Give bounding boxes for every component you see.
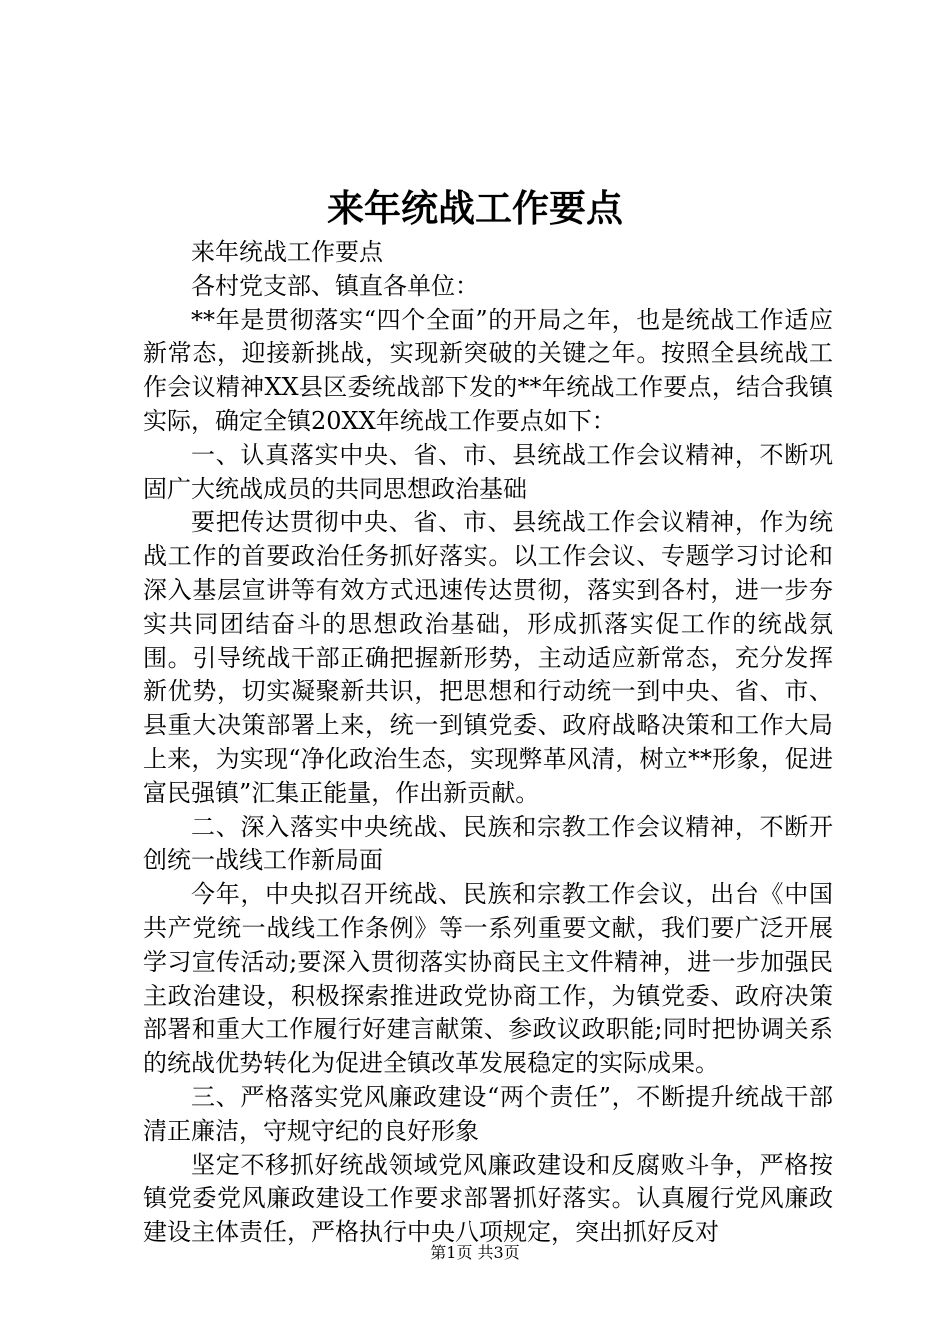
paragraph-subtitle: 来年统战工作要点 bbox=[191, 238, 383, 266]
section-heading-1: 一、认真落实中央、省、市、县统战工作会议精神，不断巩固广大统战成员的共同思想政治基础 bbox=[143, 440, 833, 503]
section-body-3: 坚定不移抓好统战领域党风廉政建设和反腐败斗争，严格按镇党委党风廉政建设工作要求部署抓好落实。认真履行党风廉政建设主体责任，严格执行中央八项规定，突出抓好反对 bbox=[143, 1150, 833, 1247]
section-body-2: 今年，中央拟召开统战、民族和宗教工作会议，出台《中国共产党统一战线工作条例》等一系列重要文献，我们要广泛开展学习宣传活动;要深入贯彻落实协商民主文件精神，进一步加强民主政治建设，积极探索推进政党协商工作，为镇党委、政府决策部署和重大工作履行好建言献策、参政议政职能;同时把协调关系的统战优势转化为促进全镇改革发展稳定的实际成果。 bbox=[143, 880, 833, 1078]
document-title: 来年统战工作要点 bbox=[327, 186, 623, 230]
paragraph-intro: **年是贯彻落实“四个全面”的开局之年，也是统战工作适应新常态，迎接新挑战，实现新突破的关键之年。按照全县统战工作会议精神XX县区委统战部下发的**年统战工作要点，结合我镇实际，确定全镇20XX年统战工作要点如下： bbox=[143, 305, 833, 435]
section-body-1: 要把传达贯彻中央、省、市、县统战工作会议精神，作为统战工作的首要政治任务抓好落实。以工作会议、专题学习讨论和深入基层宣讲等有效方式迅速传达贯彻，落实到各村，进一步夯实共同团结奋斗的思想政治基础，形成抓落实促工作的统战氛围。引导统战干部正确把握新形势，主动适应新常态，充分发挥新优势，切实凝聚新共识，把思想和行动统一到中央、省、市、县重大决策部署上来，统一到镇党委、政府战略决策和工作大局上来，为实现“净化政治生态，实现弊革风清，树立**形象，促进富民强镇”汇集正能量，作出新贡献。 bbox=[143, 508, 833, 807]
document-body bbox=[143, 236, 833, 1250]
section-heading-2: 二、深入落实中央统战、民族和宗教工作会议精神，不断开创统一战线工作新局面 bbox=[143, 812, 833, 875]
page-number-footer: 第1页 共3页 bbox=[430, 1243, 520, 1262]
section-heading-3: 三、严格落实党风廉政建设“两个责任”，不断提升统战干部清正廉洁，守规守纪的良好形象 bbox=[143, 1082, 833, 1145]
paragraph-salutation: 各村党支部、镇直各单位： bbox=[191, 271, 479, 300]
